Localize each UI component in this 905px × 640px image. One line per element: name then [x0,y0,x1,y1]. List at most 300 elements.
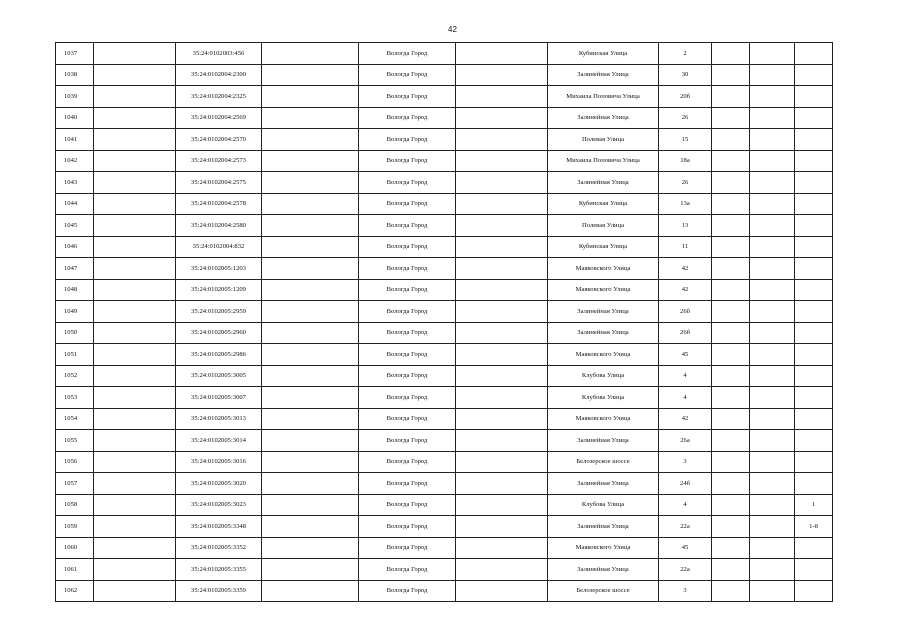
table-row [56,451,833,473]
blank-cell [94,107,176,129]
apartment-cell [795,129,833,151]
blank-cell [94,64,176,86]
blank-cell [750,301,795,323]
house-number-cell: 2 [659,43,712,65]
record-number-cell: 1056 [56,451,94,473]
blank-cell [94,215,176,237]
blank-cell [712,64,750,86]
blank-cell [262,129,359,151]
table-row [56,193,833,215]
table-row [56,559,833,581]
apartment-cell [795,258,833,280]
record-number-cell: 1061 [56,559,94,581]
cadastral-number-cell: 35:24:0102005:2960 [176,322,262,344]
table-row [56,64,833,86]
house-number-cell: 42 [659,258,712,280]
blank-cell [712,559,750,581]
blank-cell [712,193,750,215]
blank-cell [456,365,548,387]
blank-cell [94,408,176,430]
blank-cell [94,473,176,495]
cadastral-number-cell: 35:24:0102005:3020 [176,473,262,495]
blank-cell [456,150,548,172]
blank-cell [750,172,795,194]
blank-cell [94,537,176,559]
city-cell: Вологда Город [359,516,456,538]
blank-cell [94,129,176,151]
city-cell: Вологда Город [359,322,456,344]
city-cell: Вологда Город [359,258,456,280]
blank-cell [712,473,750,495]
blank-cell [750,64,795,86]
record-number-cell: 1043 [56,172,94,194]
blank-cell [94,279,176,301]
blank-cell [750,580,795,602]
city-cell: Вологда Город [359,537,456,559]
blank-cell [456,258,548,280]
blank-cell [750,236,795,258]
blank-cell [262,150,359,172]
house-number-cell: 3 [659,580,712,602]
blank-cell [712,322,750,344]
cadastral-number-cell: 35:24:0102004:2325 [176,86,262,108]
blank-cell [456,430,548,452]
apartment-cell [795,150,833,172]
blank-cell [750,150,795,172]
apartment-cell [795,473,833,495]
record-number-cell: 1040 [56,107,94,129]
blank-cell [456,344,548,366]
table-row [56,537,833,559]
city-cell: Вологда Город [359,408,456,430]
street-cell: Маяковского Улица [548,408,659,430]
apartment-cell [795,430,833,452]
blank-cell [712,86,750,108]
blank-cell [750,473,795,495]
cadastral-number-cell: 35:24:0102005:3005 [176,365,262,387]
blank-cell [456,129,548,151]
blank-cell [750,516,795,538]
cadastral-number-cell: 35:24:0102004:2300 [176,64,262,86]
record-number-cell: 1060 [56,537,94,559]
table-row [56,430,833,452]
house-number-cell: 30 [659,64,712,86]
record-number-cell: 1058 [56,494,94,516]
apartment-cell [795,537,833,559]
cadastral-number-cell: 35:24:0102005:3023 [176,494,262,516]
blank-cell [262,301,359,323]
blank-cell [456,86,548,108]
cadastral-number-cell: 35:24:0102004:2578 [176,193,262,215]
cadastral-number-cell: 35:24:0102005:3016 [176,451,262,473]
registry-table-body [56,43,833,602]
table-row [56,301,833,323]
blank-cell [750,430,795,452]
apartment-cell [795,236,833,258]
house-number-cell: 13 [659,215,712,237]
blank-cell [712,150,750,172]
street-cell: Маяковского Улица [548,344,659,366]
street-cell: Белозерское шоссе [548,580,659,602]
city-cell: Вологда Город [359,107,456,129]
record-number-cell: 1051 [56,344,94,366]
house-number-cell: 4 [659,365,712,387]
city-cell: Вологда Город [359,150,456,172]
blank-cell [750,258,795,280]
page-number: 42 [448,25,457,34]
blank-cell [456,387,548,409]
blank-cell [262,494,359,516]
cadastral-number-cell: 35:24:0102005:2959 [176,301,262,323]
blank-cell [262,473,359,495]
blank-cell [262,193,359,215]
blank-cell [750,322,795,344]
record-number-cell: 1049 [56,301,94,323]
blank-cell [750,279,795,301]
blank-cell [750,215,795,237]
blank-cell [712,43,750,65]
blank-cell [94,451,176,473]
city-cell: Вологда Город [359,430,456,452]
blank-cell [750,494,795,516]
record-number-cell: 1057 [56,473,94,495]
blank-cell [262,215,359,237]
blank-cell [94,301,176,323]
cadastral-number-cell: 35:24:0102003:456 [176,43,262,65]
cadastral-number-cell: 35:24:0102005:3352 [176,537,262,559]
apartment-cell [795,172,833,194]
blank-cell [94,365,176,387]
blank-cell [262,107,359,129]
city-cell: Вологда Город [359,86,456,108]
blank-cell [94,387,176,409]
house-number-cell: 24б [659,473,712,495]
street-cell: Залинейная Улица [548,301,659,323]
street-cell: Кубинская Улица [548,193,659,215]
table-row [56,258,833,280]
street-cell: Залинейная Улица [548,430,659,452]
city-cell: Вологда Город [359,580,456,602]
record-number-cell: 1041 [56,129,94,151]
record-number-cell: 1047 [56,258,94,280]
apartment-cell [795,64,833,86]
blank-cell [750,129,795,151]
blank-cell [262,344,359,366]
city-cell: Вологда Город [359,344,456,366]
blank-cell [750,43,795,65]
blank-cell [712,236,750,258]
city-cell: Вологда Город [359,365,456,387]
blank-cell [262,322,359,344]
record-number-cell: 1050 [56,322,94,344]
house-number-cell: 20б [659,86,712,108]
record-number-cell: 1054 [56,408,94,430]
house-number-cell: 26а [659,430,712,452]
table-row [56,215,833,237]
apartment-cell [795,86,833,108]
blank-cell [750,559,795,581]
street-cell: Залинейная Улица [548,559,659,581]
cadastral-number-cell: 35:24:0102005:1209 [176,279,262,301]
house-number-cell: 4 [659,387,712,409]
table-row [56,322,833,344]
street-cell: Маяковского Улица [548,537,659,559]
blank-cell [456,580,548,602]
blank-cell [750,387,795,409]
record-number-cell: 1037 [56,43,94,65]
street-cell: Белозерское шоссе [548,451,659,473]
record-number-cell: 1044 [56,193,94,215]
blank-cell [262,86,359,108]
registry-table [55,42,833,602]
house-number-cell: 3 [659,451,712,473]
record-number-cell: 1055 [56,430,94,452]
city-cell: Вологда Город [359,451,456,473]
table-row [56,516,833,538]
cadastral-number-cell: 35:24:0102004:2575 [176,172,262,194]
house-number-cell: 26 [659,172,712,194]
street-cell: Полевая Улица [548,215,659,237]
blank-cell [262,408,359,430]
city-cell: Вологда Город [359,172,456,194]
blank-cell [456,516,548,538]
cadastral-number-cell: 35:24:0102005:2986 [176,344,262,366]
table-row [56,129,833,151]
blank-cell [262,559,359,581]
cadastral-number-cell: 35:24:0102004:2569 [176,107,262,129]
blank-cell [712,408,750,430]
apartment-cell [795,301,833,323]
apartment-cell [795,279,833,301]
blank-cell [750,451,795,473]
street-cell: Клубова Улица [548,365,659,387]
table-row [56,172,833,194]
apartment-cell [795,559,833,581]
street-cell: Клубова Улица [548,494,659,516]
blank-cell [456,559,548,581]
cadastral-number-cell: 35:24:0102005:3348 [176,516,262,538]
blank-cell [712,129,750,151]
blank-cell [262,43,359,65]
blank-cell [712,516,750,538]
blank-cell [94,193,176,215]
blank-cell [750,86,795,108]
blank-cell [456,451,548,473]
blank-cell [712,537,750,559]
street-cell: Кубинская Улица [548,43,659,65]
table-row [56,150,833,172]
blank-cell [94,559,176,581]
record-number-cell: 1053 [56,387,94,409]
street-cell: Михаила Поповича Улица [548,86,659,108]
blank-cell [456,408,548,430]
cadastral-number-cell: 35:24:0102005:3013 [176,408,262,430]
house-number-cell: 18а [659,150,712,172]
street-cell: Залинейная Улица [548,107,659,129]
blank-cell [456,193,548,215]
blank-cell [456,301,548,323]
city-cell: Вологда Город [359,64,456,86]
blank-cell [456,107,548,129]
blank-cell [456,473,548,495]
table-row [56,344,833,366]
blank-cell [456,43,548,65]
cadastral-number-cell: 35:24:0102005:3007 [176,387,262,409]
record-number-cell: 1038 [56,64,94,86]
blank-cell [712,387,750,409]
apartment-cell [795,193,833,215]
record-number-cell: 1062 [56,580,94,602]
blank-cell [94,258,176,280]
table-row [56,494,833,516]
blank-cell [456,215,548,237]
table-row [56,107,833,129]
apartment-cell [795,215,833,237]
blank-cell [262,236,359,258]
street-cell: Кубинская Улица [548,236,659,258]
blank-cell [262,387,359,409]
house-number-cell: 4 [659,494,712,516]
cadastral-number-cell: 35:24:0102005:1203 [176,258,262,280]
house-number-cell: 42 [659,408,712,430]
apartment-cell [795,451,833,473]
blank-cell [712,430,750,452]
table-row [56,43,833,65]
blank-cell [262,172,359,194]
street-cell: Залинейная Улица [548,473,659,495]
house-number-cell: 11 [659,236,712,258]
blank-cell [94,344,176,366]
blank-cell [94,43,176,65]
record-number-cell: 1039 [56,86,94,108]
blank-cell [750,537,795,559]
apartment-cell [795,580,833,602]
blank-cell [262,430,359,452]
blank-cell [712,258,750,280]
blank-cell [262,580,359,602]
cadastral-number-cell: 35:24:0102004:2570 [176,129,262,151]
table-row [56,86,833,108]
street-cell: Маяковского Улица [548,258,659,280]
blank-cell [750,107,795,129]
blank-cell [94,236,176,258]
blank-cell [712,215,750,237]
apartment-cell [795,344,833,366]
city-cell: Вологда Город [359,494,456,516]
blank-cell [456,64,548,86]
blank-cell [712,107,750,129]
cadastral-number-cell: 35:24:0102005:3014 [176,430,262,452]
blank-cell [94,172,176,194]
blank-cell [262,451,359,473]
record-number-cell: 1059 [56,516,94,538]
blank-cell [712,172,750,194]
street-cell: Залинейная Улица [548,322,659,344]
street-cell: Клубова Улица [548,387,659,409]
house-number-cell: 15 [659,129,712,151]
blank-cell [94,516,176,538]
blank-cell [262,258,359,280]
street-cell: Залинейная Улица [548,64,659,86]
house-number-cell: 22а [659,559,712,581]
table-row [56,365,833,387]
blank-cell [94,430,176,452]
blank-cell [262,537,359,559]
cadastral-number-cell: 35:24:0102004:832 [176,236,262,258]
apartment-cell: 1 [795,494,833,516]
table-row [56,387,833,409]
cadastral-number-cell: 35:24:0102004:2573 [176,150,262,172]
blank-cell [456,494,548,516]
house-number-cell: 45 [659,344,712,366]
blank-cell [94,150,176,172]
blank-cell [94,494,176,516]
house-number-cell: 13а [659,193,712,215]
apartment-cell [795,107,833,129]
blank-cell [712,494,750,516]
record-number-cell: 1042 [56,150,94,172]
house-number-cell: 26 [659,107,712,129]
city-cell: Вологда Город [359,129,456,151]
table-row [56,473,833,495]
street-cell: Михаила Поповича Улица [548,150,659,172]
blank-cell [712,279,750,301]
blank-cell [262,279,359,301]
city-cell: Вологда Город [359,473,456,495]
city-cell: Вологда Город [359,279,456,301]
house-number-cell: 26б [659,322,712,344]
house-number-cell: 45 [659,537,712,559]
blank-cell [94,86,176,108]
cadastral-number-cell: 35:24:0102005:3355 [176,559,262,581]
blank-cell [712,365,750,387]
apartment-cell [795,43,833,65]
record-number-cell: 1045 [56,215,94,237]
apartment-cell [795,322,833,344]
record-number-cell: 1052 [56,365,94,387]
blank-cell [262,516,359,538]
city-cell: Вологда Город [359,559,456,581]
blank-cell [750,365,795,387]
table-row [56,408,833,430]
blank-cell [262,64,359,86]
street-cell: Залинейная Улица [548,516,659,538]
apartment-cell [795,387,833,409]
blank-cell [750,193,795,215]
table-row [56,236,833,258]
street-cell: Полевая Улица [548,129,659,151]
blank-cell [456,279,548,301]
blank-cell [456,537,548,559]
house-number-cell: 22а [659,516,712,538]
apartment-cell [795,365,833,387]
blank-cell [456,172,548,194]
street-cell: Залинейная Улица [548,172,659,194]
blank-cell [712,451,750,473]
blank-cell [262,365,359,387]
cadastral-number-cell: 35:24:0102005:3359 [176,580,262,602]
house-number-cell: 26б [659,301,712,323]
blank-cell [456,322,548,344]
cadastral-number-cell: 35:24:0102004:2580 [176,215,262,237]
blank-cell [750,344,795,366]
blank-cell [750,408,795,430]
blank-cell [94,580,176,602]
city-cell: Вологда Город [359,43,456,65]
blank-cell [712,301,750,323]
city-cell: Вологда Город [359,215,456,237]
city-cell: Вологда Город [359,236,456,258]
